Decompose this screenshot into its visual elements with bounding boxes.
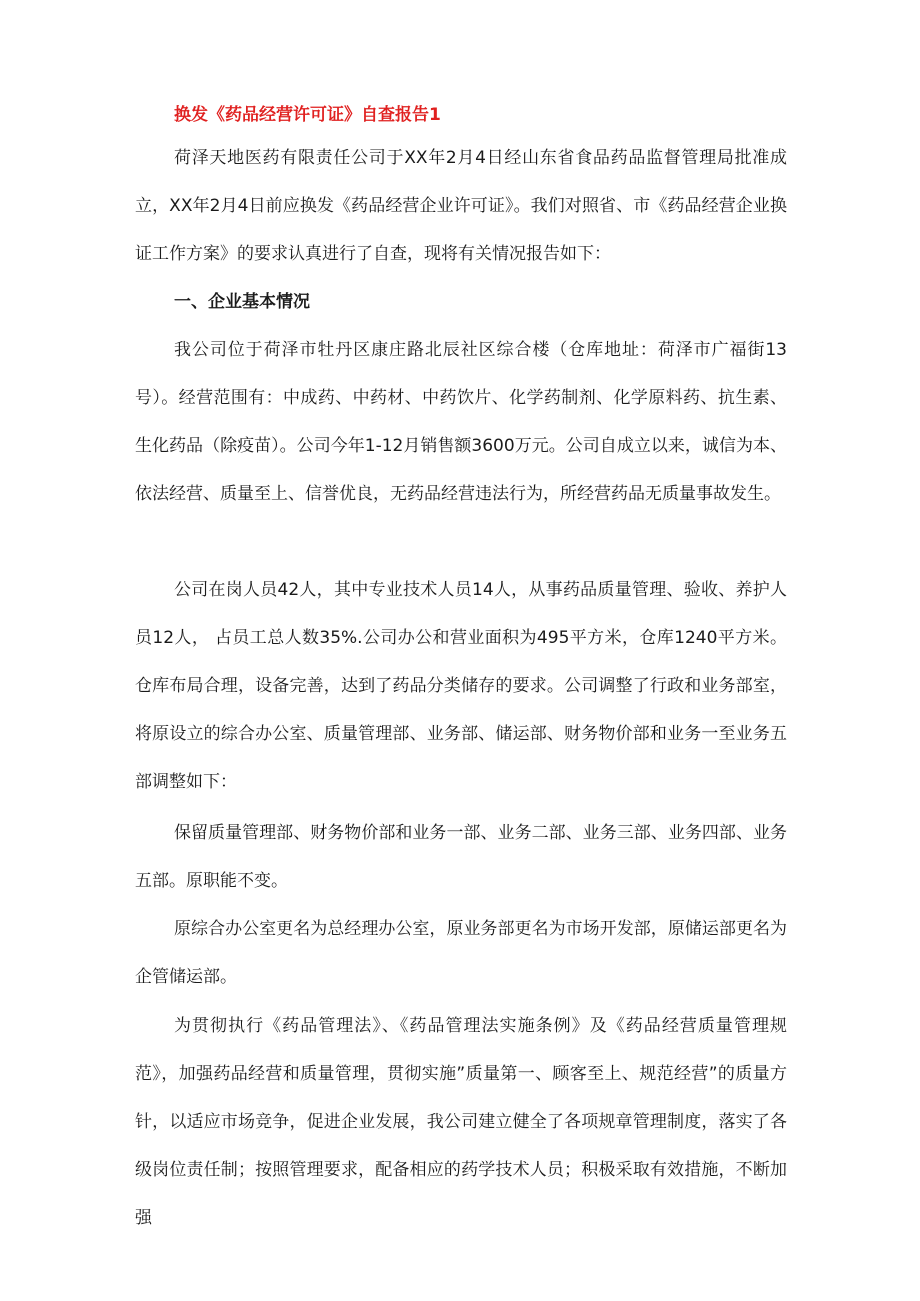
paragraph-renamed-departments: 原综合办公室更名为总经理办公室，原业务部更名为市场开发部，原储运部更名为企管储运部。 [135, 919, 787, 987]
paragraph-regulations: 为贯彻执行《药品管理法》、《药品管理法实施条例》及《药品经营质量管理规范》，加强药品经营和质量管理，贯彻实施”质量第一、顾客至上、规范经营”的质量方针，以适应市场竞争，促进企业发展，我公司建立健全了各项规章管理制度，落实了各级岗位责任制；按照管理要求，配备相应的药学技术人员；积极采取有效措施，不断加强 [135, 1016, 787, 1228]
document-title: 换发《药品经营许可证》自查报告1 [174, 105, 441, 125]
paragraph-staff-facilities: 公司在岗人员42人，其中专业技术人员14人，从事药品质量管理、验收、养护人员12人， 占员工总人数35%.公司办公和营业面积为495平方米，仓库1240平方米。仓库布局合理，设备完善，达到了药品分类储存的要求。公司调整了行政和业务部室，将原设立的综合办公室、质量管理部、业务部、储运部、财务物价部和业务一至业务五部调整如下： [135, 580, 787, 792]
paragraph-location-scope: 我公司位于荷泽市牡丹区康庄路北辰社区综合楼（仓库地址：荷泽市广福街13号）。经营范围有：中成药、中药材、中药饮片、化学药制剂、化学原料药、抗生素、生化药品（除疫苗）。公司今年1-12月销售额3600万元。公司自成立以来，诚信为本、依法经营、质量至上、信誉优良，无药品经营违法行为，所经营药品无质量事故发生。 [135, 340, 787, 504]
intro-paragraph: 荷泽天地医药有限责任公司于XX年2月4日经山东省食品药品监督管理局批准成立，XX年2月4日前应换发《药品经营企业许可证》。我们对照省、市《药品经营企业换证工作方案》的要求认真进行了自查，现将有关情况报告如下： [135, 148, 787, 264]
section-heading-basic-info: 一、企业基本情况 [174, 292, 310, 312]
paragraph-retained-departments: 保留质量管理部、财务物价部和业务一部、业务二部、业务三部、业务四部、业务五部。原职能不变。 [135, 823, 787, 891]
